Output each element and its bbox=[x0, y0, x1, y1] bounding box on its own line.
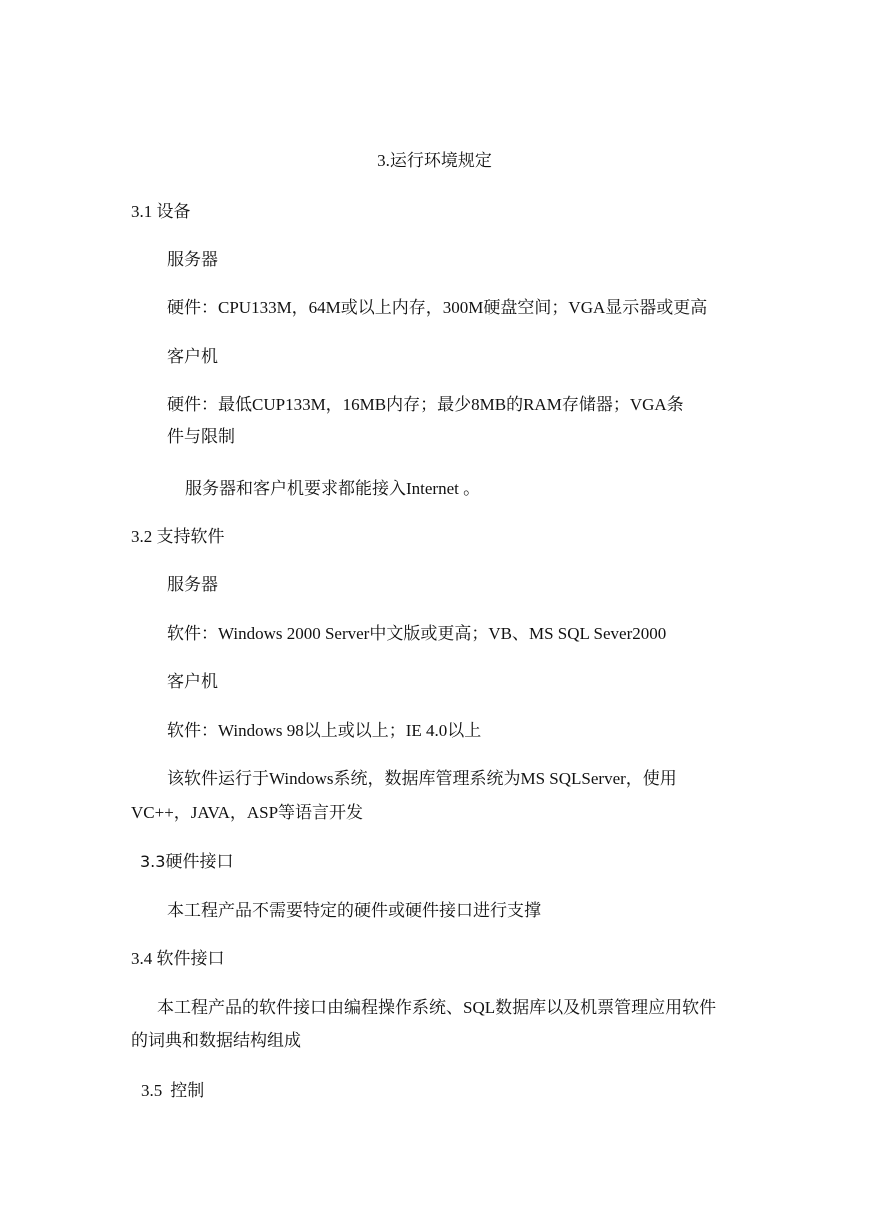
section-3-4-heading: 3.4 软件接口 bbox=[131, 949, 225, 968]
section-3-3-body: 本工程产品不需要特定的硬件或硬件接口进行支撑 bbox=[167, 901, 541, 920]
section-3-5-heading bbox=[141, 1080, 204, 1102]
section-3-3-title: 硬件接口 bbox=[165, 852, 234, 871]
client-label: 客户机 bbox=[167, 347, 218, 366]
server-hardware-text: 硬件：CPU133M，64M或以上内存，300M硬盘空间；VGA显示器或更高 bbox=[167, 298, 708, 317]
section-3-4-body-line2: 的词典和数据结构组成 bbox=[131, 1031, 301, 1050]
server-label-2: 服务器 bbox=[167, 575, 218, 594]
section-3-5-number: 3.5 bbox=[141, 1081, 163, 1100]
software-description-line2: VC++，JAVA，ASP等语言开发 bbox=[131, 803, 364, 822]
internet-requirement-text: 服务器和客户机要求都能接入Internet 。 bbox=[185, 479, 481, 498]
client-label-2: 客户机 bbox=[167, 672, 218, 691]
client-hardware-text-line1: 硬件：最低CUP133M，16MB内存；最少8MB的RAM存储器；VGA条 bbox=[167, 395, 684, 414]
section-3-2-heading: 3.2 支持软件 bbox=[131, 527, 225, 546]
server-software-text: 软件：Windows 2000 Server中文版或更高；VB、MS SQL Sever2000 bbox=[167, 624, 667, 643]
client-hardware-text-line2: 件与限制 bbox=[167, 427, 235, 446]
section-3-3-heading bbox=[140, 851, 233, 873]
software-description-line1: 该软件运行于Windows系统，数据库管理系统为MS SQLServer，使用 bbox=[167, 769, 677, 788]
page-title-text: 3.运行环境规定 bbox=[377, 151, 492, 170]
server-label: 服务器 bbox=[167, 250, 218, 269]
section-3-3-number: 3.3 bbox=[140, 852, 166, 871]
page-title bbox=[0, 150, 869, 172]
section-3-4-body-line1: 本工程产品的软件接口由编程操作系统、SQL数据库以及机票管理应用软件 bbox=[157, 998, 717, 1017]
client-software-text: 软件：Windows 98以上或以上；IE 4.0以上 bbox=[167, 721, 482, 740]
section-3-1-heading: 3.1 设备 bbox=[131, 202, 191, 221]
section-3-5-title: 控制 bbox=[170, 1081, 205, 1100]
